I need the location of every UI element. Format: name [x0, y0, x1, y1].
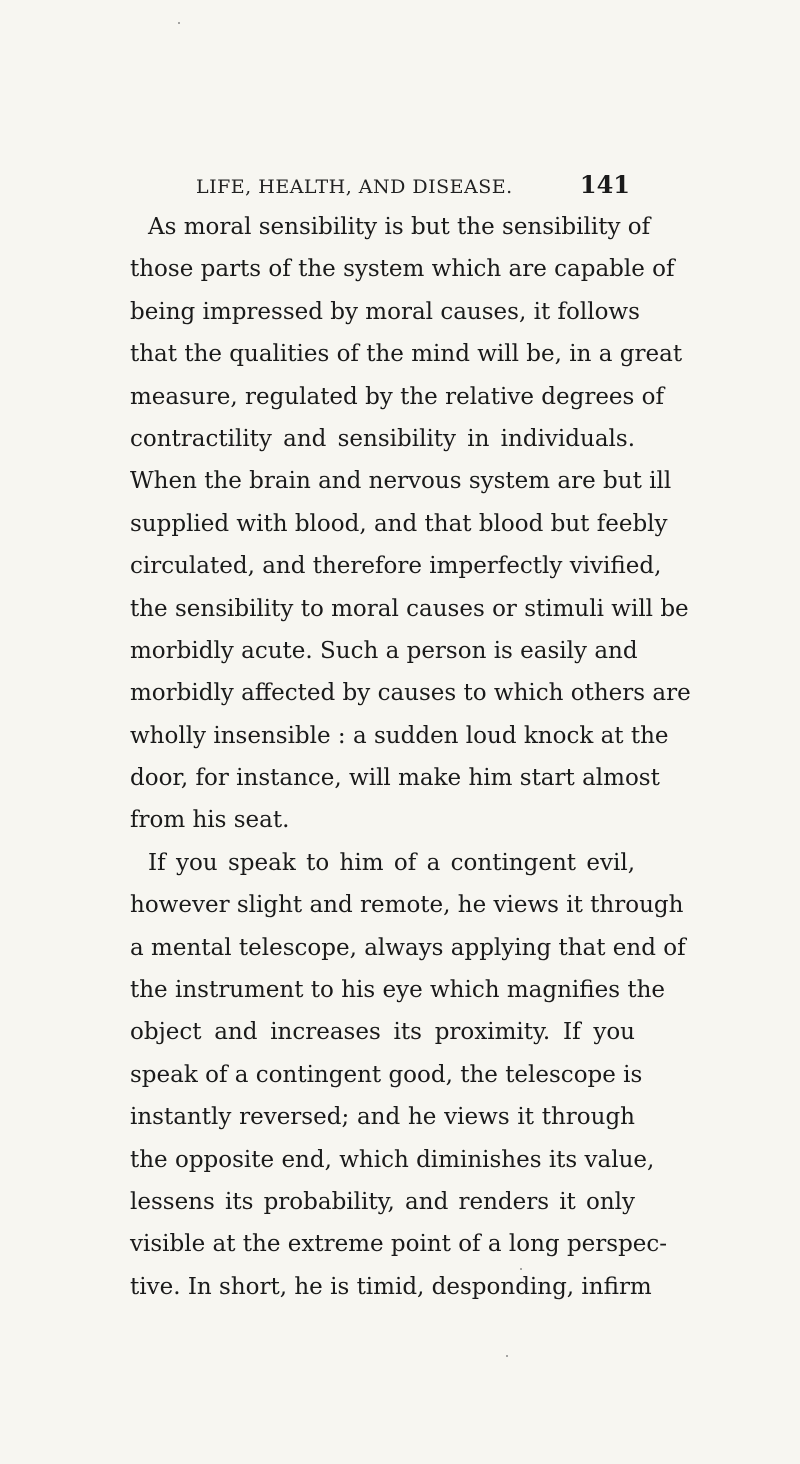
text-line: however slight and remote, he views it through	[130, 892, 684, 919]
running-head	[196, 170, 630, 200]
text-line: tive. In short, he is timid, desponding, infirm	[130, 1273, 652, 1300]
text-line: As moral sensibility is but the sensibility of	[148, 214, 651, 240]
paper-speck	[520, 1268, 522, 1270]
text-line: the opposite end, which diminishes its value,	[130, 1146, 655, 1173]
paper-speck	[506, 1355, 508, 1357]
text-line: When the brain and nervous system are but ill	[130, 468, 672, 495]
paper-speck	[178, 22, 180, 24]
text-line: that the qualities of the mind will be, in a great	[130, 341, 683, 368]
page-number: 141	[579, 170, 630, 199]
running-title: LIFE, HEALTH, AND DISEASE.	[196, 176, 513, 198]
text-line: circulated, and therefore imperfectly vivified,	[130, 553, 662, 580]
text-line: speak of a contingent good, the telescope is	[130, 1061, 643, 1088]
text-line: object and increases its proximity. If you	[130, 1019, 635, 1046]
text-line: the instrument to his eye which magnifies the	[130, 977, 666, 1004]
text-line: lessens its probability, and renders it only	[130, 1188, 635, 1215]
text-line: supplied with blood, and that blood but feebly	[130, 510, 668, 537]
text-line: instantly reversed; and he views it through	[130, 1104, 635, 1131]
text-line: morbidly affected by causes to which others are	[130, 680, 691, 707]
text-line: those parts of the system which are capable of	[130, 256, 675, 283]
text-line: measure, regulated by the relative degrees of	[130, 383, 665, 410]
text-line: If you speak to him of a contingent evil,	[148, 849, 635, 876]
text-line: wholly insensible : a sudden loud knock at the	[130, 722, 669, 749]
body-text	[130, 206, 691, 1308]
text-line: from his seat.	[130, 807, 290, 834]
text-line: the sensibility to moral causes or stimuli will be	[130, 595, 689, 622]
text-line: being impressed by moral causes, it follows	[130, 298, 640, 325]
text-line: door, for instance, will make him start almost	[130, 765, 660, 792]
text-line: morbidly acute. Such a person is easily and	[130, 637, 638, 664]
text-line: contractility and sensibility in individuals.	[130, 425, 635, 452]
text-line: visible at the extreme point of a long perspec-	[130, 1231, 668, 1258]
text-line: a mental telescope, always applying that end of	[130, 934, 686, 961]
